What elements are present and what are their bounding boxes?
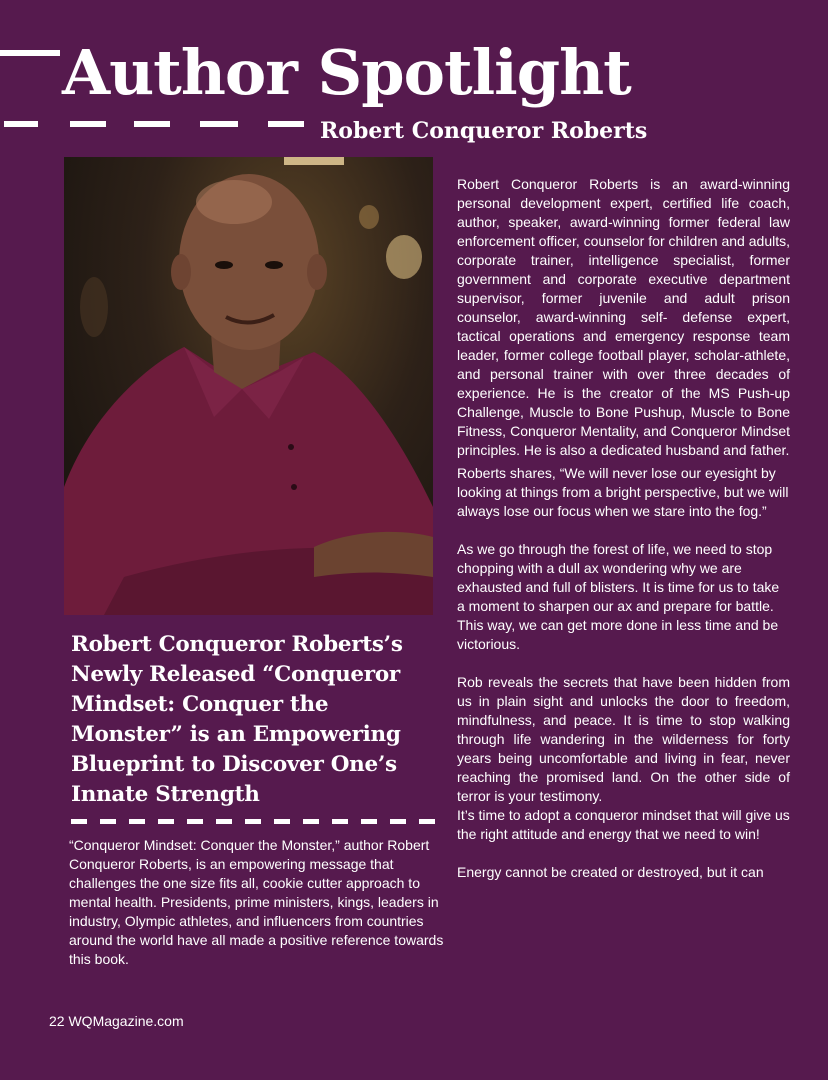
ear	[307, 254, 327, 290]
headline-divider	[71, 819, 435, 824]
author-portrait	[64, 157, 433, 615]
shirt-button	[291, 484, 297, 490]
forest-paragraph: As we go through the forest of life, we need to stop chopping with a dull ax wondering why we are exhausted and full of blisters. It is time for us to take a moment to sharpen our ax and prepare for battle. This way, we can get more done in less time and be victorious.	[457, 541, 780, 652]
ceiling-light	[284, 157, 344, 165]
portrait-illustration	[64, 157, 433, 615]
header-dash	[70, 121, 106, 127]
energy-paragraph: Energy cannot be created or destroyed, but it can	[457, 864, 764, 880]
header-dash-top	[0, 50, 60, 56]
author-quote: Roberts shares, “We will never lose our eyesight by looking at things from a bright perspective, but we will always lose our focus when we stare into the fog.”	[457, 465, 789, 519]
header-dash	[268, 121, 304, 127]
article-headline: Robert Conqueror Roberts’s Newly Released “Conqueror Mindset: Conquer the Monster” is an Empowering Blueprint to Discover One’s Innate Strength	[71, 632, 403, 807]
author-bio: Robert Conqueror Roberts is an award-winning personal development expert, certified life coach, author, speaker, award-winning former federal law enforcement officer, counselor for children and adults, corporate trainer, intelligence specialist, former government and corporate executive department supervisor, former juvenile and adult prison counselor, award-winning self- defense expert, tactical operations and emergency response team leader, former college football player, scholar-athlete, and personal trainer with over three decades of experience. He is the creator of the MS Push-up Challenge, Muscle to Bone Pushup, Muscle to Bone Fitness, Conqueror Mentality, and Conqueror Mindset principles. He is also a dedicated husband and father.	[457, 176, 790, 458]
page-footer: 22 WQMagazine.com	[49, 1013, 184, 1029]
header-dash	[134, 121, 170, 127]
ear	[171, 254, 191, 290]
header-dash	[200, 121, 238, 127]
page-title: Author Spotlight	[62, 36, 631, 109]
secrets-paragraph: Rob reveals the secrets that have been hidden from us in plain sight and unlocks the door to freedom, mindfulness, and peace. It is time to stop walking through life wandering in the wilderness for forty years being uncomfortable and living in fear, never reaching the promised land. On the other side of terror is your testimony.	[457, 674, 790, 804]
adopt-paragraph: It’s time to adopt a conqueror mindset that will give us the right attitude and energy that we need to win!	[457, 807, 790, 842]
shirt-button	[288, 444, 294, 450]
bokeh-light	[359, 205, 379, 229]
eye	[215, 261, 233, 269]
header-dash	[4, 121, 38, 127]
book-description: “Conqueror Mindset: Conquer the Monster,” author Robert Conqueror Roberts, is an empowering message that challenges the one size fits all, cookie cutter approach to mental health. Presidents, prime ministers, kings, leaders in industry, Olympic athletes, and influencers from countries around the world have all made a positive reference towards this book.	[69, 837, 444, 967]
head-highlight	[196, 180, 272, 224]
bokeh-light	[80, 277, 108, 337]
bokeh-light	[386, 235, 422, 279]
author-name: Robert Conqueror Roberts	[320, 118, 648, 144]
eye	[265, 261, 283, 269]
article-body	[457, 175, 790, 882]
